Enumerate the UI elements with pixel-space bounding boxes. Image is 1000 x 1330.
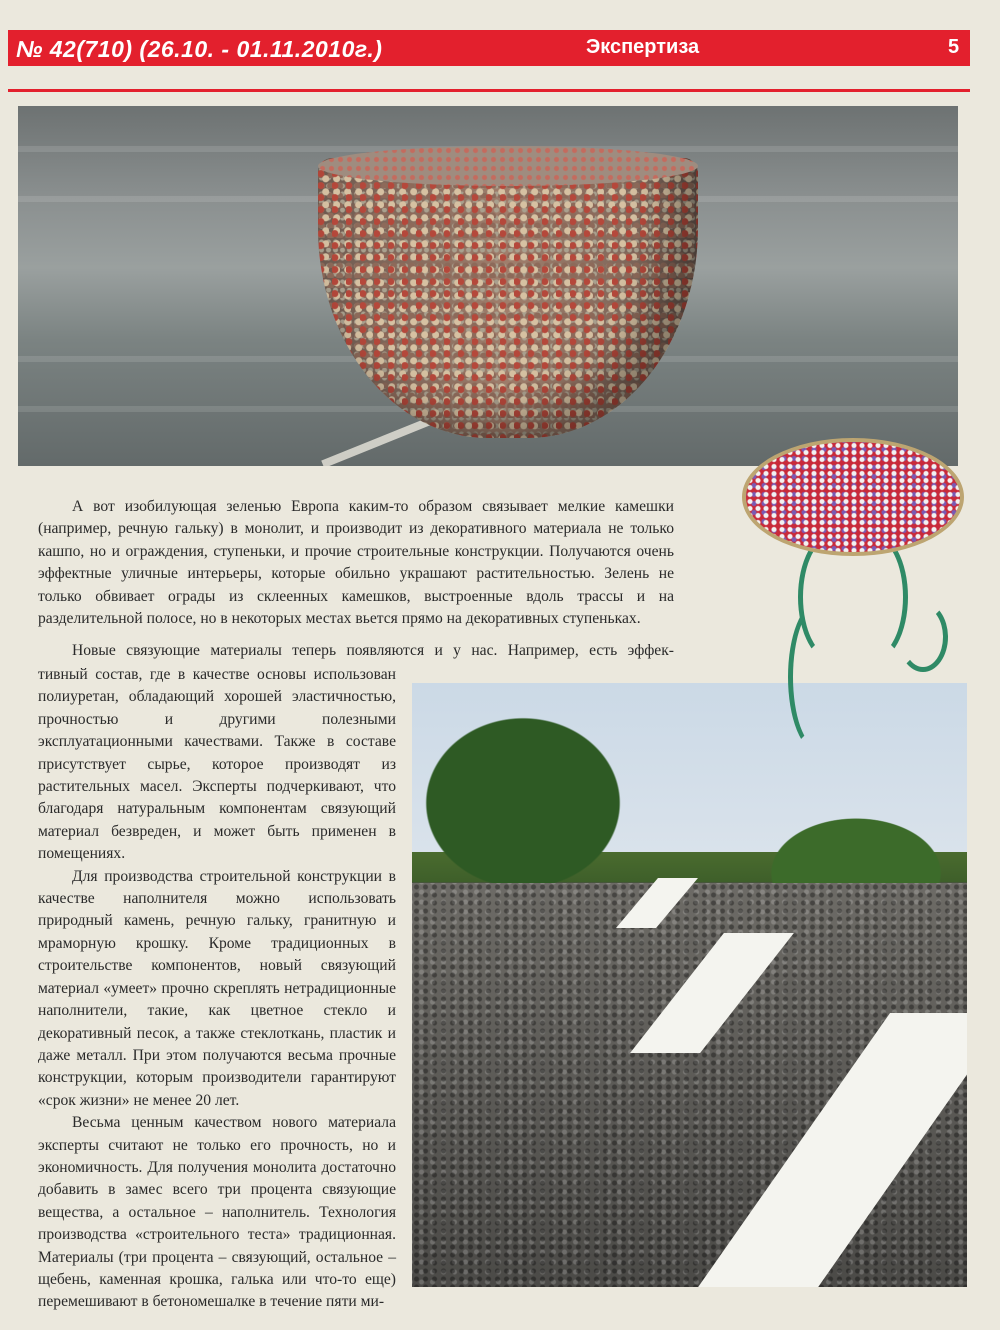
- issue-info: № 42(710) (26.10. - 01.11.2010г.): [16, 36, 383, 62]
- planter-rim: [318, 146, 698, 186]
- road-photo: [412, 683, 967, 1287]
- planter-photo: [18, 106, 958, 466]
- mosaic-table-photo: [728, 432, 968, 752]
- page-number: 5: [948, 36, 960, 58]
- article-left-column: [38, 664, 396, 1314]
- article-paragraph-1: А вот изобилующая зеленью Европа каким-то образом связывает мелкие камешки (например, речную гальку) в монолит, и производит из декоративного материала не только кашпо, но и ограждения, ступеньки, и прочие строительные конструкции. Получаются очень эффектные уличные интерьеры, которые обильно украшают растительностью. Зелень не только обвивает ограды из склеенных камешков, выстроенные вдоль трассы и на разделительной полосе, но в некоторых местах вьется прямо на декоративных ступеньках.: [38, 498, 674, 628]
- masthead-bar: [8, 30, 970, 66]
- header-rule: [8, 89, 970, 92]
- section-title: Экспертиза: [586, 36, 700, 58]
- article-paragraph-3: Для производства строительной конструкции в качестве наполнителя можно использовать природный камень, речную гальку, гранитную и мраморную крошку. Кроме традиционных в строительстве компонентов, новый связующий материал «умеет» прочно скреплять нетрадиционные наполнители, такие, как цветное стекло и декоративный песок, а также стеклоткань, пластик и даже металл. При этом получаются весьма прочные конструкции, которым производители гарантируют «срок жизни» не менее 20 лет.: [38, 867, 396, 1109]
- stone-planter: [318, 158, 698, 438]
- article-paragraph-2-lead: Новые связующие материалы теперь появляются и у нас. Например, есть эффек-: [72, 642, 674, 659]
- mosaic-table-top: [742, 438, 964, 556]
- article-paragraph-4: Весьма ценным качеством нового материала эксперты считают не только его прочность, но и экономичность. Для получения монолита достаточно добавить в замес всего три процента связующие вещества, а остальное – наполнитель. Технология производства «строительного теста» традиционная. Материалы (три процента – связующий, остальное – щебень, каменная крошка, галька или что-то еще) перемешивают в бетономешалке в течение пяти ми-: [38, 1114, 396, 1311]
- article-paragraph-2: тивный состав, где в качестве основы использован полиуретан, обладающий хорошей эластичностью, прочностью и другими полезными эксплуатационными качествами. Также в составе присутствует сырье, которое производят из растительных масел. Эксперты подчеркивают, что благодаря натуральным компонентам связующий материал безвреден, и может быть применен в помещениях.: [38, 666, 396, 863]
